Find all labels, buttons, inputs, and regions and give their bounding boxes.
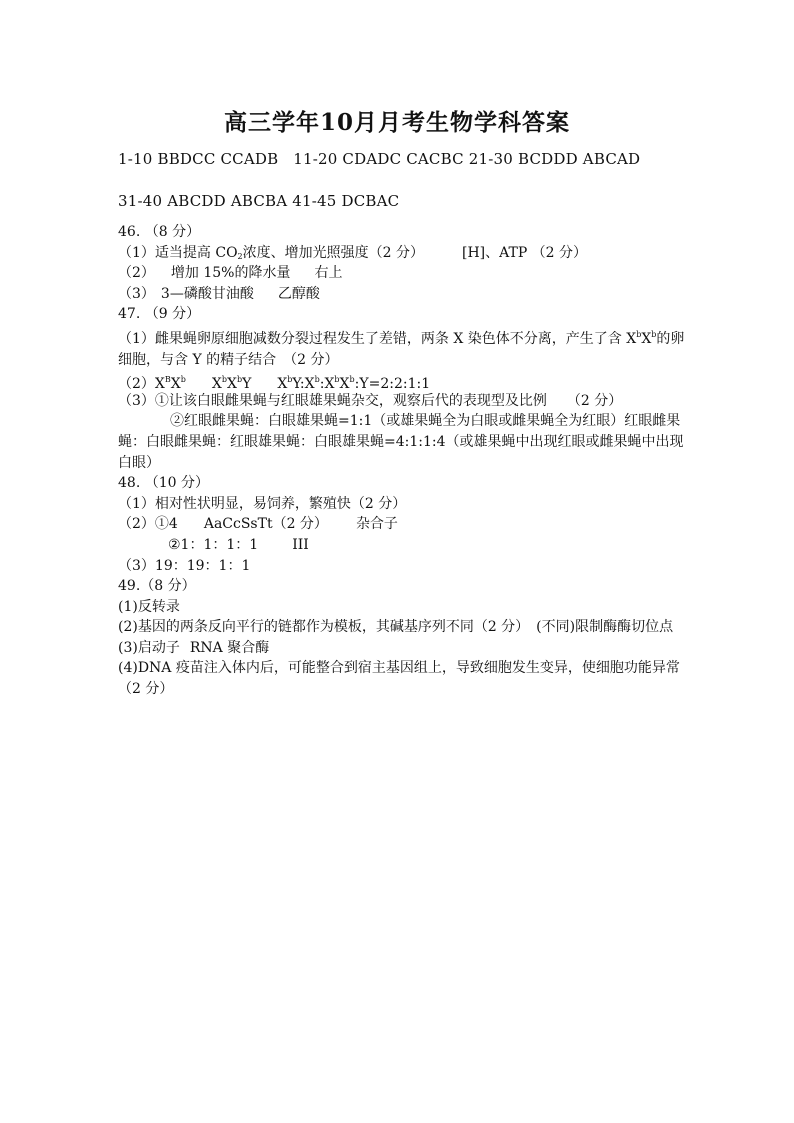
q48-header: 48. （10 分） [118, 475, 209, 492]
q47-p1-text-b: 的卵细胞，与含 Y 的精子结合 （2 分） [118, 330, 685, 368]
q47-line-3-score: （2 分） [566, 392, 623, 409]
q48-line-2-part-b: AaCcSsTt（2 分） [203, 516, 328, 533]
q47-genotype-male: $X^bX^bY$ [211, 375, 252, 393]
q46-line-1-part-c: [H]、ATP （2 分） [462, 244, 588, 261]
q48-line-3-answer: III [292, 536, 309, 553]
q47-line-3 [118, 391, 688, 412]
q49-line-1: (1)反转录 [118, 598, 180, 615]
q46-line-1-part-b: 浓度、增加光照强度（2 分） [242, 244, 424, 261]
q46-line-2-answer-a: 增加 15%的降水量 [170, 265, 291, 282]
q47-header: 47. （9 分） [118, 306, 201, 323]
q47-p1-sup-2: b [651, 329, 657, 339]
q47-paragraph-1 [118, 325, 688, 370]
q46-line-3-answer-a: 3—磷酸甘油酸 [160, 285, 254, 302]
q47-p1-sup-1: b [636, 329, 642, 339]
q46-line-1-part-a: （1）适当提高 CO [118, 244, 238, 261]
q48-line-2-part-a: （2）①4 [118, 516, 178, 533]
q46-line-2-label: （2） [118, 265, 155, 282]
q47-line-2 [118, 370, 688, 391]
answer-body [118, 222, 688, 700]
q49-paragraph-4: (4)DNA 疫苗注入体内后，可能整合到宿主基因组上，导致细胞发生变异，使细胞功能异常（2 分） [118, 660, 680, 698]
q49-header: 49.（8 分） [118, 578, 196, 595]
q48-line-4: （3）19：19：1：1 [118, 557, 251, 574]
q48-line-2 [118, 514, 688, 535]
q47-gamete-ratio: $X^bY:X^b:X^bX^b:Y=2:2:1:1$ [277, 375, 431, 393]
choice-answers-row-2: 31-40 ABCDD ABCBA 41-45 DCBAC [118, 192, 400, 210]
q47-line-3-text: （3）①让该白眼雌果蝇与红眼雄果蝇杂交，观察后代的表现型及比例 [118, 392, 547, 409]
q46-line-2-answer-b: 右上 [314, 265, 343, 282]
q48-line-3-ratio: ②1：1：1：1 [168, 536, 259, 553]
q47-genotype-female: $X^BX^b$ [154, 375, 186, 393]
q48-line-2-part-c: 杂合子 [355, 516, 398, 533]
q49-line-3-part-b: RNA 聚合酶 [189, 639, 270, 656]
q47-paragraph-4: ②红眼雌果蝇：白眼雄果蝇=1:1（或雄果蝇全为白眼或雌果蝇全为红眼）红眼雌果蝇：白眼雌果蝇：红眼雄果蝇：白眼雄果蝇=4:1:1:4（或雄果蝇中出现红眼或雌果蝇中出现白眼） [118, 413, 684, 471]
q46-line-3 [118, 284, 688, 305]
q47-p1-x: X [641, 330, 652, 347]
q46-header: 46. （8 分） [118, 224, 201, 240]
q46-line-2 [118, 263, 688, 284]
q49-line-3 [118, 638, 688, 659]
q46-line-1-subscript: 2 [237, 251, 243, 261]
choice-answers-row-1: 1-10 BBDCC CCADB 11-20 CDADC CACBC 21-30 BCDDD ABCAD [118, 150, 641, 168]
q49-paragraph-2: (2)基因的两条反向平行的链都作为模板，其碱基序列不同（2 分） (不同)限制酶酶切位点 [118, 619, 674, 636]
q47-line-2-label: （2） [118, 376, 155, 393]
q46-line-3-label: （3） [118, 285, 155, 302]
q46-line-3-answer-b: 乙醇酸 [277, 285, 320, 302]
q48-line-1: （1）相对性状明显，易饲养，繁殖快（2 分） [118, 495, 407, 512]
q49-line-3-part-a: (3)启动子 [118, 639, 180, 656]
page-title: 高三学年10月月考生物学科答案 [223, 109, 570, 136]
q47-p1-text-a: （1）雌果蝇卵原细胞减数分裂过程发生了差错，两条 X 染色体不分离，产生了含 X [118, 330, 637, 347]
q48-line-3 [118, 535, 688, 556]
q46-line-1 [118, 243, 688, 264]
